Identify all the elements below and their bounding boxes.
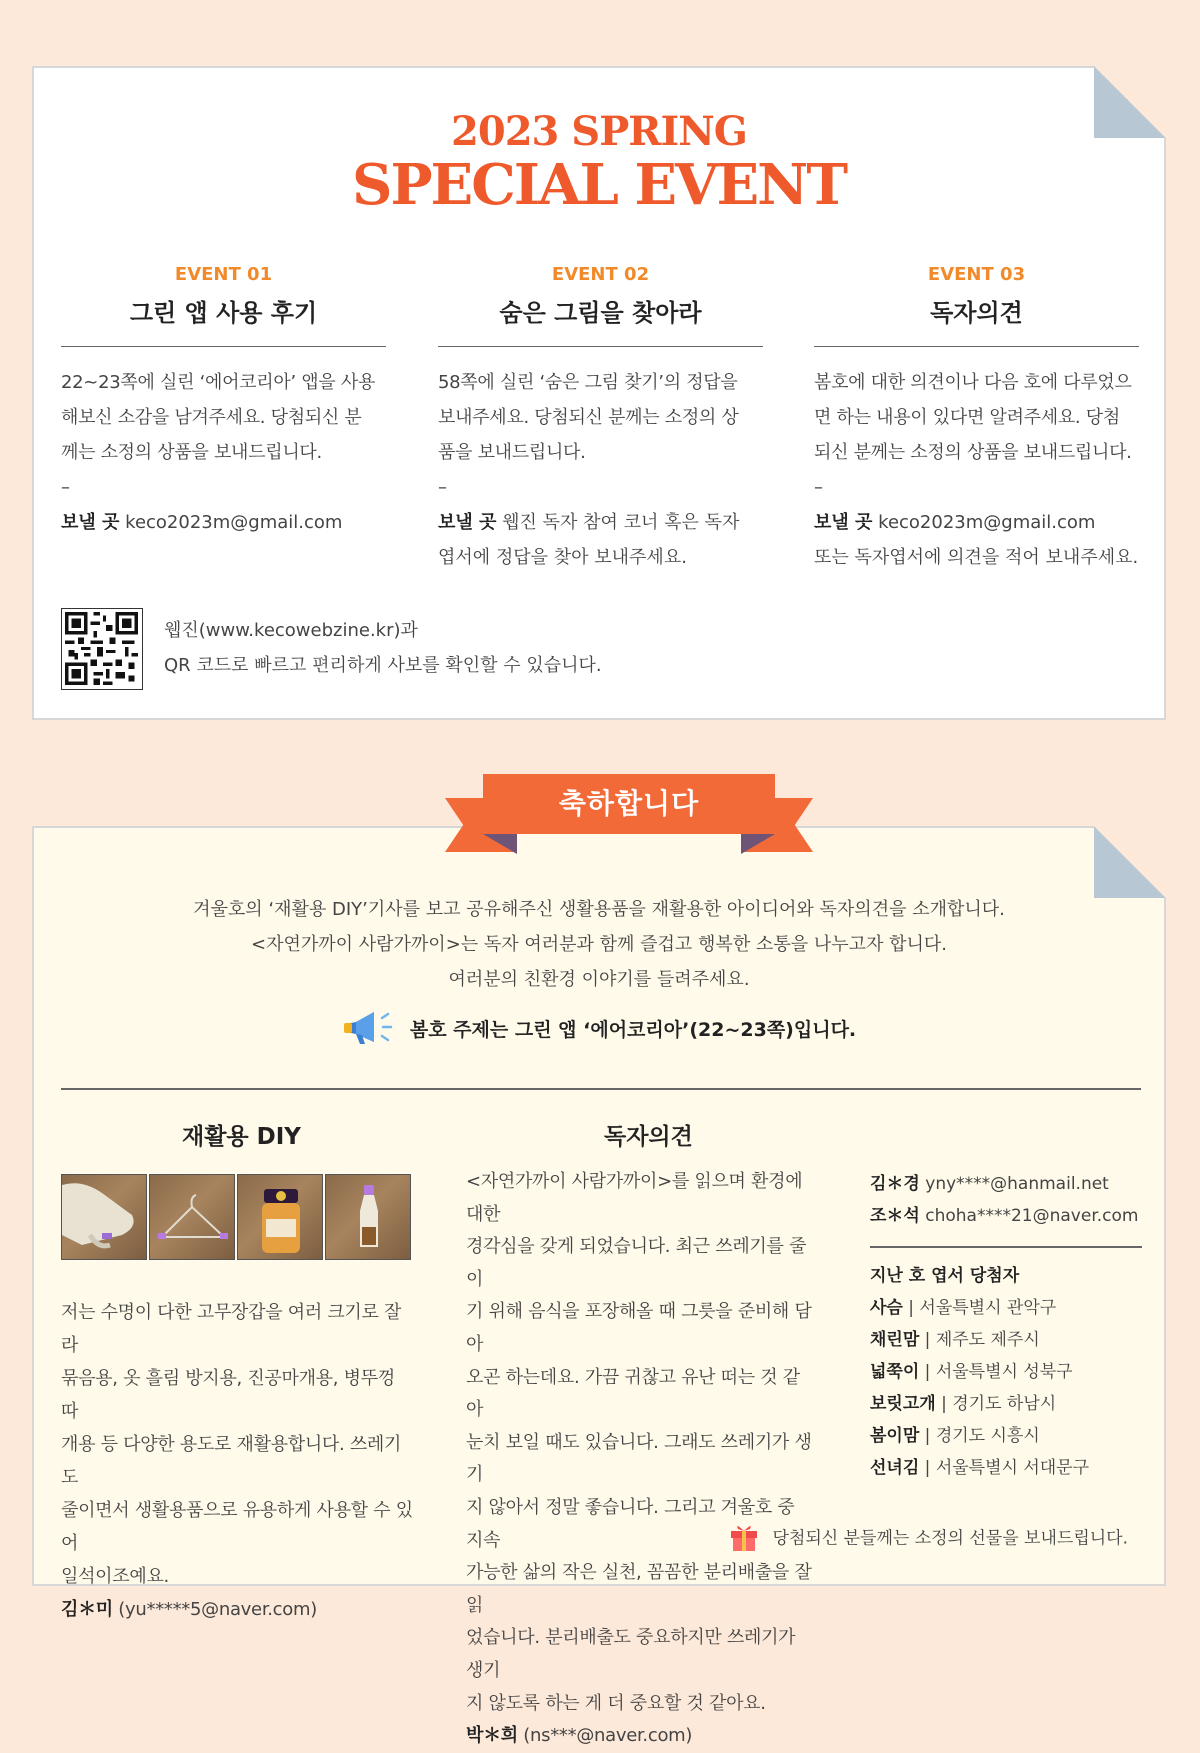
photo-jar (237, 1174, 323, 1260)
send-address: keco2023m@gmail.com (872, 512, 1096, 533)
event-title: 독자의견 (814, 293, 1139, 347)
winner-name: 채린맘 (870, 1329, 920, 1350)
event-dash: – (61, 477, 70, 498)
event-send (438, 505, 763, 575)
diy-photos (61, 1174, 413, 1260)
send-label: 보낼 곳 (814, 512, 873, 533)
diy-title: 재활용 DIY (182, 1124, 301, 1150)
diy-line: 저는 수명이 다한 고무장갑을 여러 크기로 잘라 (61, 1302, 402, 1356)
event-02 (438, 264, 763, 575)
side-name: 조＊석 (870, 1206, 920, 1226)
opinion-story (466, 1166, 816, 1753)
event-body-line: 봄호에 대한 의견이나 다음 호에 다루었으 (814, 372, 1132, 393)
event-dash: – (438, 477, 447, 498)
opinion-line: <자연가까이 사람가까이>를 읽으며 환경에 대한 (466, 1171, 803, 1225)
opinion-line: 지 않아서 정말 좋습니다. 그리고 겨울호 중 지속 (466, 1496, 795, 1551)
winner-region: | 서울특별시 관악구 (902, 1297, 1057, 1318)
gift-notice (729, 1520, 1128, 1557)
event-body (438, 365, 763, 470)
diy-line: 일석이조예요. (61, 1566, 169, 1587)
side-entry (870, 1168, 1142, 1200)
opinion-title: 독자의견 (604, 1124, 693, 1150)
side-divider (870, 1246, 1142, 1248)
send-address-line: 또는 독자엽서에 의견을 적어 보내주세요. (814, 547, 1139, 568)
send-address-line: 엽서에 정답을 찾아 보내주세요. (438, 547, 687, 568)
section-divider (61, 1088, 1141, 1090)
page-fold-corner (1094, 826, 1166, 898)
winner-entry (870, 1292, 1142, 1324)
hero-title-event: SPECIAL EVENT (352, 152, 846, 218)
event-01 (61, 264, 386, 540)
diy-line: 묶음용, 옷 흘림 방지용, 진공마개용, 병뚜껑 따 (61, 1368, 395, 1422)
event-tag: EVENT 03 (927, 264, 1026, 285)
gift-icon (729, 1520, 759, 1557)
intro-text (34, 892, 1164, 997)
side-entry (870, 1200, 1142, 1232)
event-send (61, 505, 386, 540)
congratulations-ribbon (445, 774, 813, 856)
event-body (61, 365, 386, 470)
opinion-line: 가능한 삶의 작은 실천, 꼼꼼한 분리배출을 잘 읽 (466, 1562, 812, 1616)
qr-line: QR 코드로 빠르고 편리하게 사보를 확인할 수 있습니다. (164, 655, 602, 676)
intro-line: 겨울호의 ‘재활용 DIY’기사를 보고 공유해주신 생활용품을 재활용한 아이디어와 독자의견을 소개합니다. (193, 899, 1005, 920)
winner-region: | 제주도 제주시 (919, 1329, 1040, 1350)
event-title: 숨은 그림을 찾아라 (438, 293, 763, 347)
qr-code[interactable] (61, 608, 143, 690)
diy-story (61, 1296, 413, 1626)
photo-hanger (149, 1174, 235, 1260)
winner-name: 선녀김 (870, 1457, 920, 1478)
winner-region: | 경기도 시흥시 (919, 1425, 1040, 1446)
send-address: keco2023m@gmail.com (119, 512, 343, 533)
diy-line: 줄이면서 생활용품으로 유용하게 사용할 수 있어 (61, 1500, 413, 1554)
diy-author (61, 1593, 413, 1626)
side-name: 김＊경 (870, 1174, 920, 1194)
opinion-line: 었습니다. 분리배출도 중요하지만 쓰레기가 생기 (466, 1627, 796, 1681)
event-body-line: 되신 분께는 소정의 상품을 보내드립니다. (814, 442, 1132, 463)
special-event-card (32, 66, 1166, 720)
event-body-line: 해보신 소감을 남겨주세요. 당첨되신 분 (61, 407, 362, 428)
event-03 (814, 264, 1139, 575)
send-address: 웹진 독자 참여 코너 혹은 독자 (496, 512, 740, 533)
winner-entry (870, 1324, 1142, 1356)
opinion-line: 눈치 보일 때도 있습니다. 그래도 쓰레기가 생기 (466, 1431, 812, 1486)
megaphone-icon (342, 1008, 400, 1053)
winner-name: 보릿고개 (870, 1393, 936, 1414)
photo-glove-bundle (61, 1174, 147, 1260)
author-name: 김＊미 (61, 1599, 113, 1620)
ribbon-label: 축하합니다 (483, 774, 775, 834)
event-body-line: 22~23쪽에 실린 ‘에어코리아’ 앱을 사용 (61, 372, 376, 393)
opinion-line: 오곤 하는데요. 가끔 귀찮고 유난 떠는 것 같아 (466, 1366, 800, 1421)
opinion-side-list (870, 1168, 1142, 1484)
winner-entry (870, 1420, 1142, 1452)
event-dash: – (814, 477, 823, 498)
event-body-line: 품을 보내드립니다. (438, 442, 586, 463)
intro-line: <자연가까이 사람가까이>는 독자 여러분과 함께 즐겁고 행복한 소통을 나누고자 합니다. (251, 934, 947, 955)
event-body-line: 면 하는 내용이 있다면 알려주세요. 당첨 (814, 407, 1120, 428)
gift-notice-text: 당첨되신 분들께는 소정의 선물을 보내드립니다. (772, 1528, 1128, 1549)
send-label: 보낼 곳 (438, 512, 497, 533)
opinion-line: 경각심을 갖게 되었습니다. 최근 쓰레기를 줄이 (466, 1236, 807, 1290)
winner-entry (870, 1452, 1142, 1484)
event-body-line: 58쪽에 실린 ‘숨은 그림 찾기’의 정답을 (438, 372, 738, 393)
side-email: choha****21@naver.com (919, 1206, 1139, 1226)
winner-entry (870, 1356, 1142, 1388)
photo-bottle (325, 1174, 411, 1260)
event-body-line: 께는 소정의 상품을 보내드립니다. (61, 442, 322, 463)
winner-name: 사슴 (870, 1297, 903, 1318)
diy-line: 개용 등 다양한 용도로 재활용합니다. 쓰레기도 (61, 1434, 402, 1488)
event-send (814, 505, 1139, 575)
author-email: (yu*****5@naver.com) (112, 1599, 317, 1620)
winner-region: | 경기도 하남시 (935, 1393, 1057, 1414)
author-email: (ns***@naver.com) (517, 1725, 693, 1747)
opinion-author (466, 1720, 816, 1753)
winners-title-text: 지난 호 엽서 당첨자 (870, 1265, 1020, 1286)
author-name: 박＊희 (466, 1725, 518, 1747)
qr-line: 웹진(www.kecowebzine.kr)과 (164, 620, 418, 641)
winner-entry (870, 1388, 1142, 1420)
winner-name: 봄이맘 (870, 1425, 920, 1446)
winner-name: 넓쭉이 (870, 1361, 920, 1382)
send-label: 보낼 곳 (61, 512, 120, 533)
intro-line: 여러분의 친환경 이야기를 들려주세요. (448, 969, 750, 990)
event-body-line: 보내주세요. 당첨되신 분께는 소정의 상 (438, 407, 739, 428)
event-title: 그린 앱 사용 후기 (61, 293, 386, 347)
side-email: yny****@hanmail.net (919, 1174, 1109, 1194)
opinion-line: 기 위해 음식을 포장해올 때 그릇을 준비해 담아 (466, 1301, 812, 1355)
theme-text: 봄호 주제는 그린 앱 ‘에어코리아’(22~23쪽)입니다. (409, 1019, 857, 1041)
event-tag: EVENT 02 (551, 264, 650, 285)
winner-region: | 서울특별시 성북구 (919, 1361, 1073, 1382)
opinion-line: 지 않도록 하는 게 더 중요할 것 같아요. (466, 1692, 766, 1714)
winner-region: | 서울특별시 서대문구 (919, 1457, 1090, 1478)
qr-description (164, 613, 602, 683)
congratulations-card (32, 826, 1166, 1747)
event-tag: EVENT 01 (174, 264, 273, 285)
event-body (814, 365, 1139, 470)
theme-notice (34, 1008, 1164, 1053)
winners-title (870, 1260, 1142, 1292)
hero-title-year: 2023 SPRING (451, 108, 747, 155)
